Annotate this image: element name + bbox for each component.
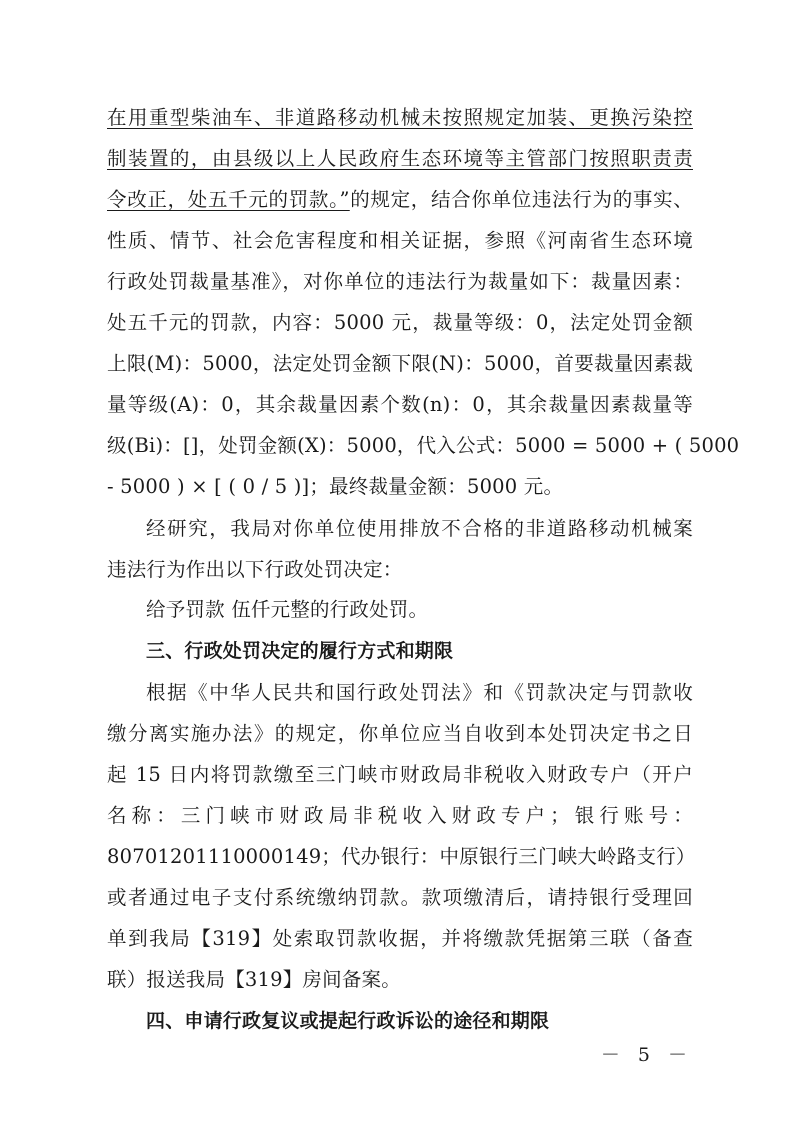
text-line <box>107 186 693 214</box>
text-line: 上限(M)：5000，法定处罚金额下限(N)：5000，首要裁量因素裁 <box>107 352 693 375</box>
text-line: 违法行为作出以下行政处罚决定： <box>107 558 403 581</box>
page-number: － 5 － <box>600 1044 693 1066</box>
text-line: 或者通过电子支付系统缴纳罚款。款项缴清后，请持银行受理回 <box>107 886 693 909</box>
text-line: 单到我局【319】处索取罚款收据，并将缴款凭据第三联（备查 <box>107 927 693 950</box>
text-line: 80701201110000149；代办银行：中原银行三门峡大岭路支行） <box>107 845 696 868</box>
text-line: 级(Bi)：[]，处罚金额(X)：5000，代入公式：5000 = 5000 + ( 5000 <box>107 434 740 457</box>
text-line: 名称：三门峡市财政局非税收入财政专户；银行账号： <box>107 804 693 827</box>
text-line: 起 15 日内将罚款缴至三门峡市财政局非税收入财政专户（开户 <box>107 763 693 786</box>
text-line: 经研究，我局对你单位使用排放不合格的非道路移动机械案 <box>146 517 693 540</box>
underlined-quote-end: 令改正，处五千元的罚款。” <box>107 188 350 211</box>
text-line: - 5000 ) × [ ( 0 / 5 )]；最终裁量金额：5000 元。 <box>107 475 564 498</box>
section-heading: 三、行政处罚决定的履行方式和期限 <box>146 640 454 662</box>
text-line: 根据《中华人民共和国行政处罚法》和《罚款决定与罚款收 <box>146 681 693 704</box>
text-line: 行政处罚裁量基准》，对你单位的违法行为裁量如下：裁量因素： <box>107 270 693 293</box>
text-line: 性质、情节、社会危害程度和相关证据，参照《河南省生态环境 <box>107 229 693 252</box>
text-line: 给予罚款 伍仟元整的行政处罚。 <box>146 598 429 621</box>
text-line-rest: 的规定，结合你单位违法行为的事实、 <box>349 188 693 211</box>
text-line: 制装置的，由县级以上人民政府生态环境等主管部门按照职责责 <box>107 147 693 170</box>
text-line: 量等级(A)：0，其余裁量因素个数(n)：0，其余裁量因素裁量等 <box>107 393 693 416</box>
text-line: 处五千元的罚款，内容：5000 元，裁量等级：0，法定处罚金额 <box>107 311 693 334</box>
text-line: 缴分离实施办法》的规定，你单位应当自收到本处罚决定书之日 <box>107 722 693 745</box>
text-line: 在用重型柴油车、非道路移动机械未按照规定加装、更换污染控 <box>107 106 693 129</box>
section-heading: 四、申请行政复议或提起行政诉讼的途径和期限 <box>146 1010 550 1032</box>
text-line: 联）报送我局【319】房间备案。 <box>107 968 401 991</box>
